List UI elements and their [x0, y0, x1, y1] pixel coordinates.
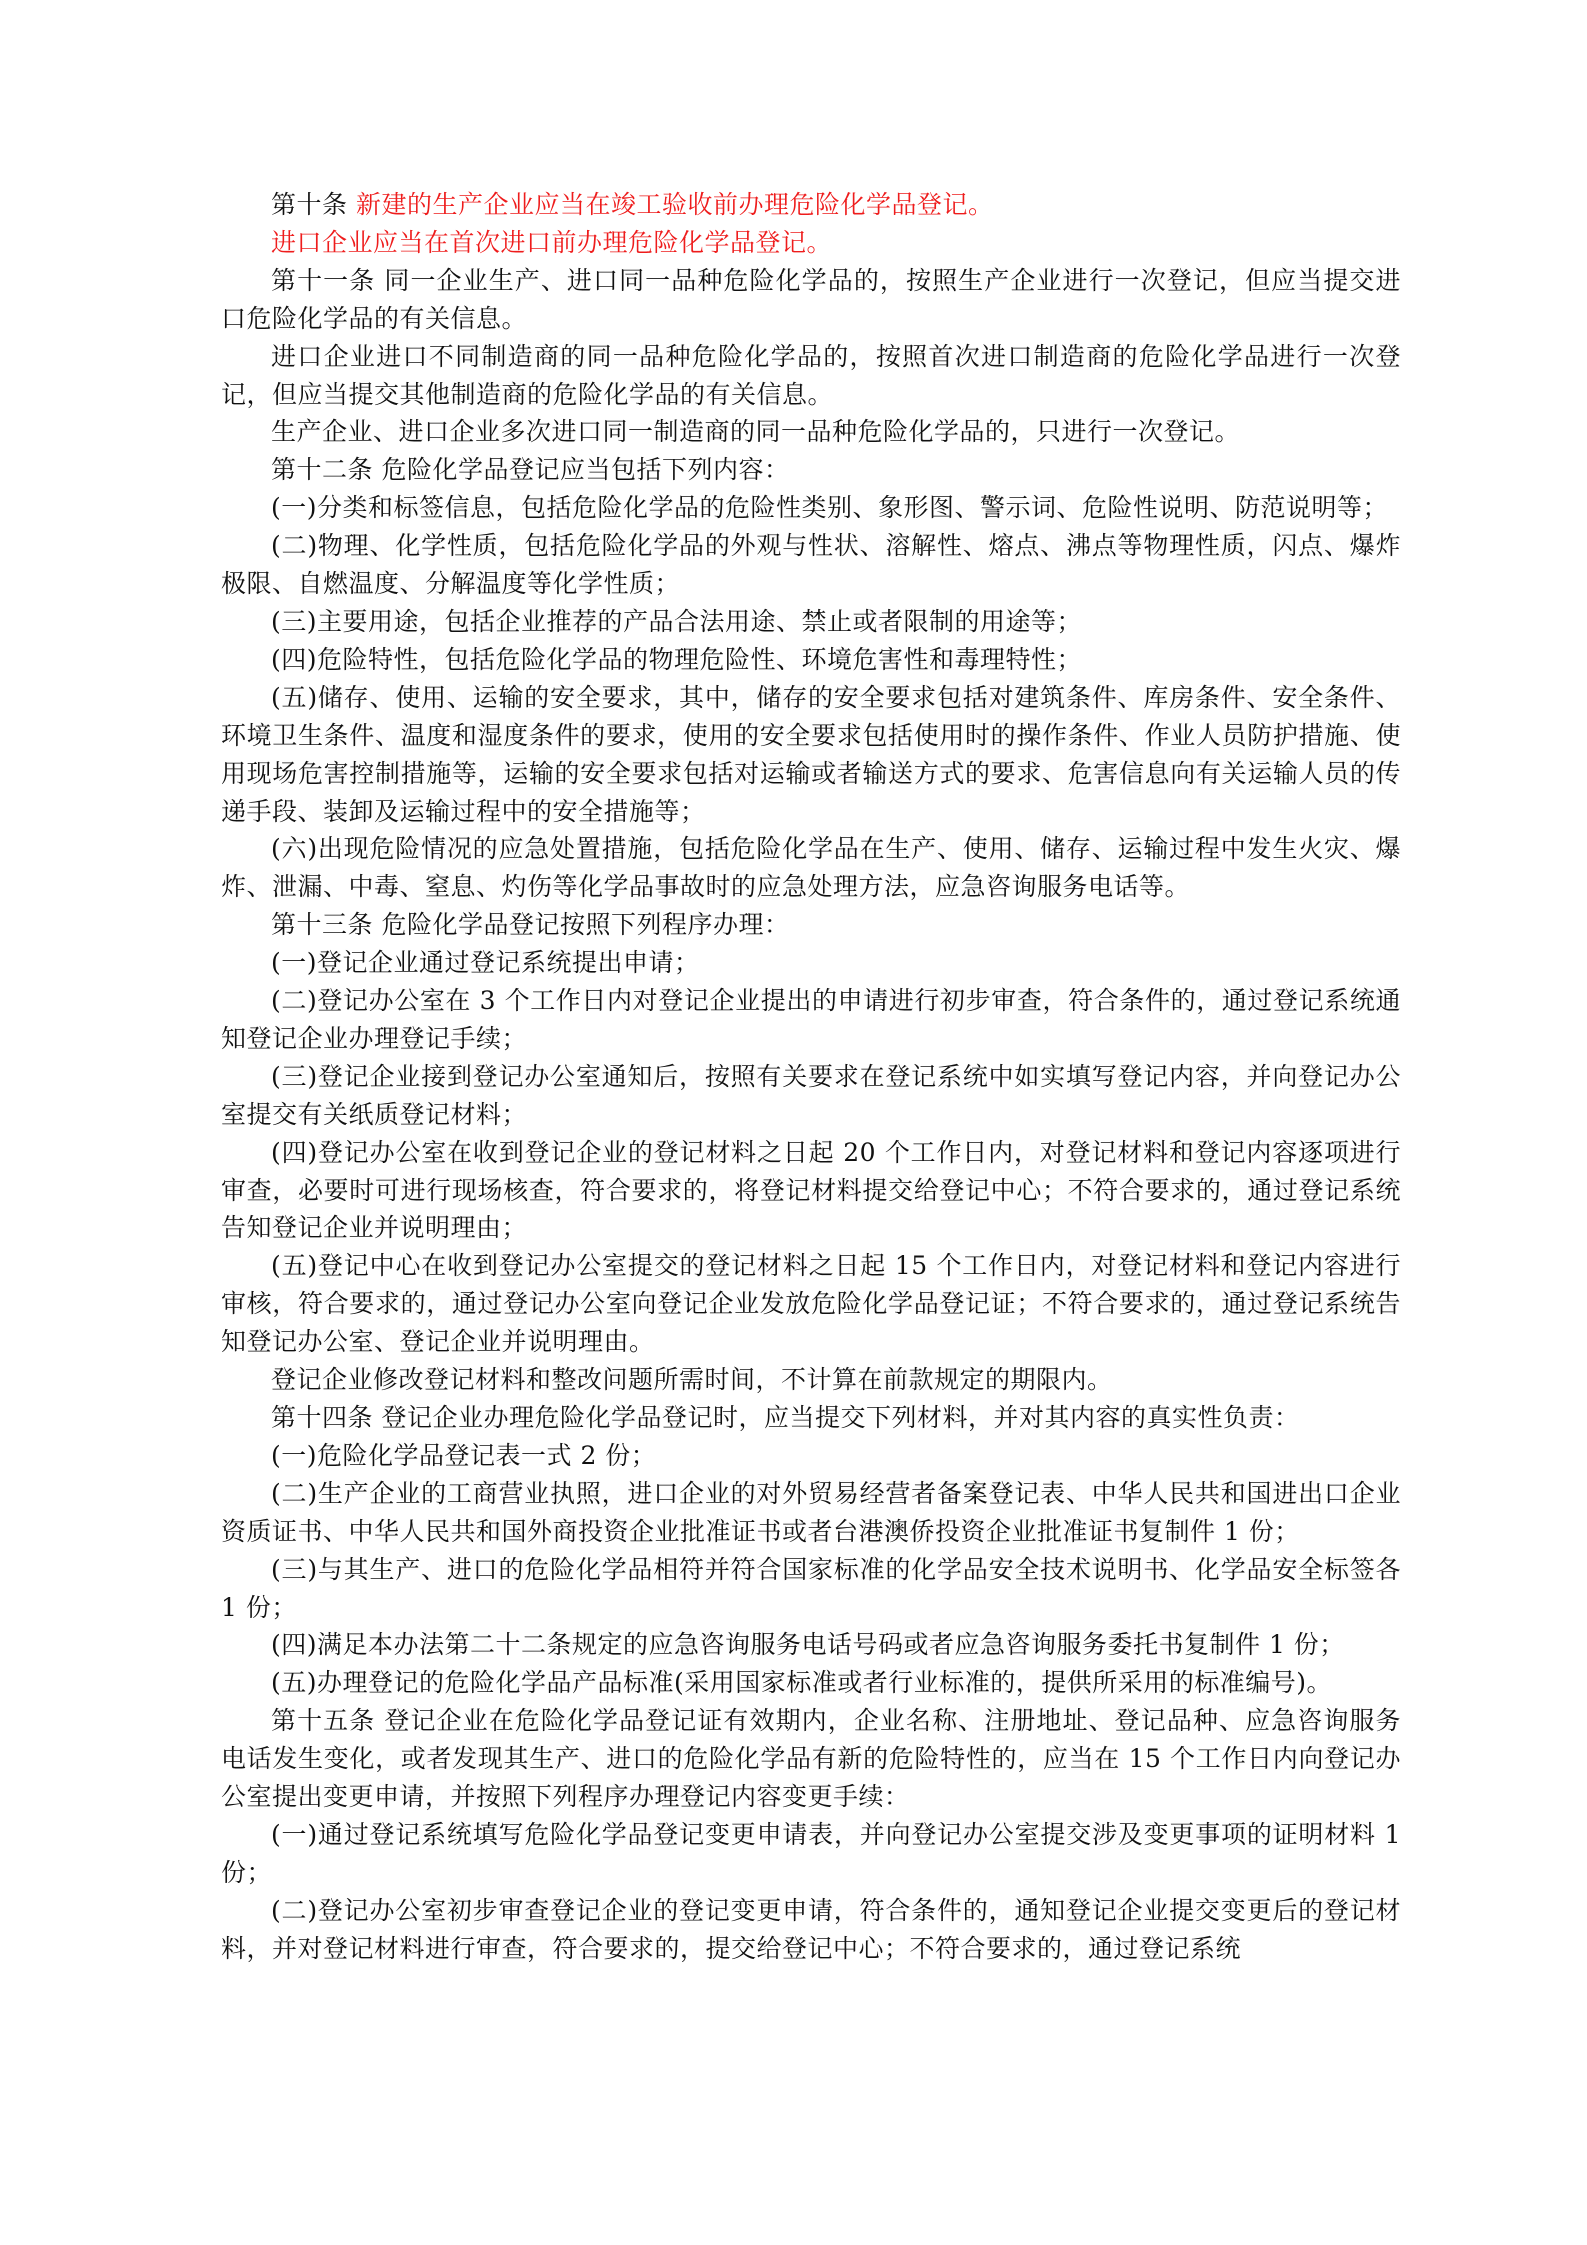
- paragraph-article-12: 第十二条 危险化学品登记应当包括下列内容：: [271, 455, 790, 485]
- list-item: (五)办理登记的危险化学品产品标准(采用国家标准或者行业标准的，提供所采用的标准编号)。: [271, 1668, 1333, 1698]
- list-item: (三)与其生产、进口的危险化学品相符并符合国家标准的化学品安全技术说明书、化学品安全标签各 1 份；: [221, 1554, 1401, 1622]
- paragraph-article-13: 第十三条 危险化学品登记按照下列程序办理：: [271, 910, 790, 940]
- list-item: (三)登记企业接到登记办公室通知后，按照有关要求在登记系统中如实填写登记内容，并向登记办公室提交有关纸质登记材料；: [221, 1061, 1401, 1129]
- paragraph-article-14: 第十四条 登记企业办理危险化学品登记时，应当提交下列材料，并对其内容的真实性负责：: [271, 1403, 1300, 1432]
- list-item: (四)满足本办法第二十二条规定的应急咨询服务电话号码或者应急咨询服务委托书复制件 1 份；: [271, 1630, 1345, 1660]
- list-item: (二)登记办公室初步审查登记企业的登记变更申请，符合条件的，通知登记企业提交变更后的登记材料，并对登记材料进行审查，符合要求的，提交给登记中心；不符合要求的，通过登记系统: [221, 1895, 1401, 1963]
- list-item: (二)物理、化学性质，包括危险化学品的外观与性状、溶解性、熔点、沸点等物理性质，闪点、爆炸极限、自燃温度、分解温度等化学性质；: [221, 531, 1401, 599]
- list-item: (六)出现危险情况的应急处置措施，包括危险化学品在生产、使用、储存、运输过程中发生火灾、爆炸、泄漏、中毒、窒息、灼伤等化学品事故时的应急处理方法，应急咨询服务电话等。: [221, 834, 1401, 902]
- list-item: (五)储存、使用、运输的安全要求，其中，储存的安全要求包括对建筑条件、库房条件、安全条件、环境卫生条件、温度和湿度条件的要求，使用的安全要求包括使用时的操作条件、作业人员防护措施、使用现场危害控制措施等，运输的安全要求包括对运输或者输送方式的要求、危害信息向有关运输人员的传递手段、装卸及运输过程中的安全措施等；: [221, 682, 1401, 826]
- list-item: (四)登记办公室在收到登记企业的登记材料之日起 20 个工作日内，对登记材料和登记内容逐项进行审查，必要时可进行现场核查，符合要求的，将登记材料提交给登记中心；不符合要求的，通过登记系统告知登记企业并说明理由；: [221, 1137, 1401, 1243]
- paragraph-highlighted: 进口企业应当在首次进口前办理危险化学品登记。: [271, 227, 833, 257]
- list-item: (一)分类和标签信息，包括危险化学品的危险性类别、象形图、警示词、危险性说明、防范说明等；: [271, 493, 1389, 523]
- list-item: (五)登记中心在收到登记办公室提交的登记材料之日起 15 个工作日内，对登记材料和登记内容进行审核，符合要求的，通过登记办公室向登记企业发放危险化学品登记证；不符合要求的，通过登记系统告知登记办公室、登记企业并说明理由。: [221, 1251, 1401, 1357]
- list-item: (一)通过登记系统填写危险化学品登记变更申请表，并向登记办公室提交涉及变更事项的证明材料 1 份；: [221, 1819, 1401, 1887]
- paragraph-article-15: 第十五条 登记企业在危险化学品登记证有效期内，企业名称、注册地址、登记品种、应急咨询服务电话发生变化，或者发现其生产、进口的危险化学品有新的危险特性的，应当在 15 个工作日内向登记办公室提出变更申请，并按照下列程序办理登记内容变更手续：: [221, 1706, 1401, 1812]
- paragraph: 登记企业修改登记材料和整改问题所需时间，不计算在前款规定的期限内。: [271, 1365, 1113, 1395]
- highlighted-text: 新建的生产企业应当在竣工验收前办理危险化学品登记。: [355, 190, 994, 219]
- paragraph: 生产企业、进口企业多次进口同一制造商的同一品种危险化学品的，只进行一次登记。: [271, 417, 1241, 447]
- list-item: (二)生产企业的工商营业执照，进口企业的对外贸易经营者备案登记表、中华人民共和国进出口企业资质证书、中华人民共和国外商投资企业批准证书或者台港澳侨投资企业批准证书复制件 1 份；: [221, 1478, 1401, 1546]
- paragraph-article-10: [221, 186, 1401, 224]
- list-item: (一)危险化学品登记表一式 2 份；: [271, 1440, 657, 1470]
- list-item: (二)登记办公室在 3 个工作日内对登记企业提出的申请进行初步审查，符合条件的，通过登记系统通知登记企业办理登记手续；: [221, 986, 1401, 1053]
- paragraph-article-11: 第十一条 同一企业生产、进口同一品种危险化学品的，按照生产企业进行一次登记，但应当提交进口危险化学品的有关信息。: [221, 265, 1401, 333]
- list-item: (四)危险特性，包括危险化学品的物理危险性、环境危害性和毒理特性；: [271, 644, 1083, 674]
- paragraph: 进口企业进口不同制造商的同一品种危险化学品的，按照首次进口制造商的危险化学品进行一次登记，但应当提交其他制造商的危险化学品的有关信息。: [221, 341, 1401, 409]
- list-item: (三)主要用途，包括企业推荐的产品合法用途、禁止或者限制的用途等；: [271, 606, 1083, 636]
- list-item: (一)登记企业通过登记系统提出申请；: [271, 948, 700, 978]
- article-label: 第十条: [271, 190, 348, 219]
- document-body: [221, 186, 1401, 1968]
